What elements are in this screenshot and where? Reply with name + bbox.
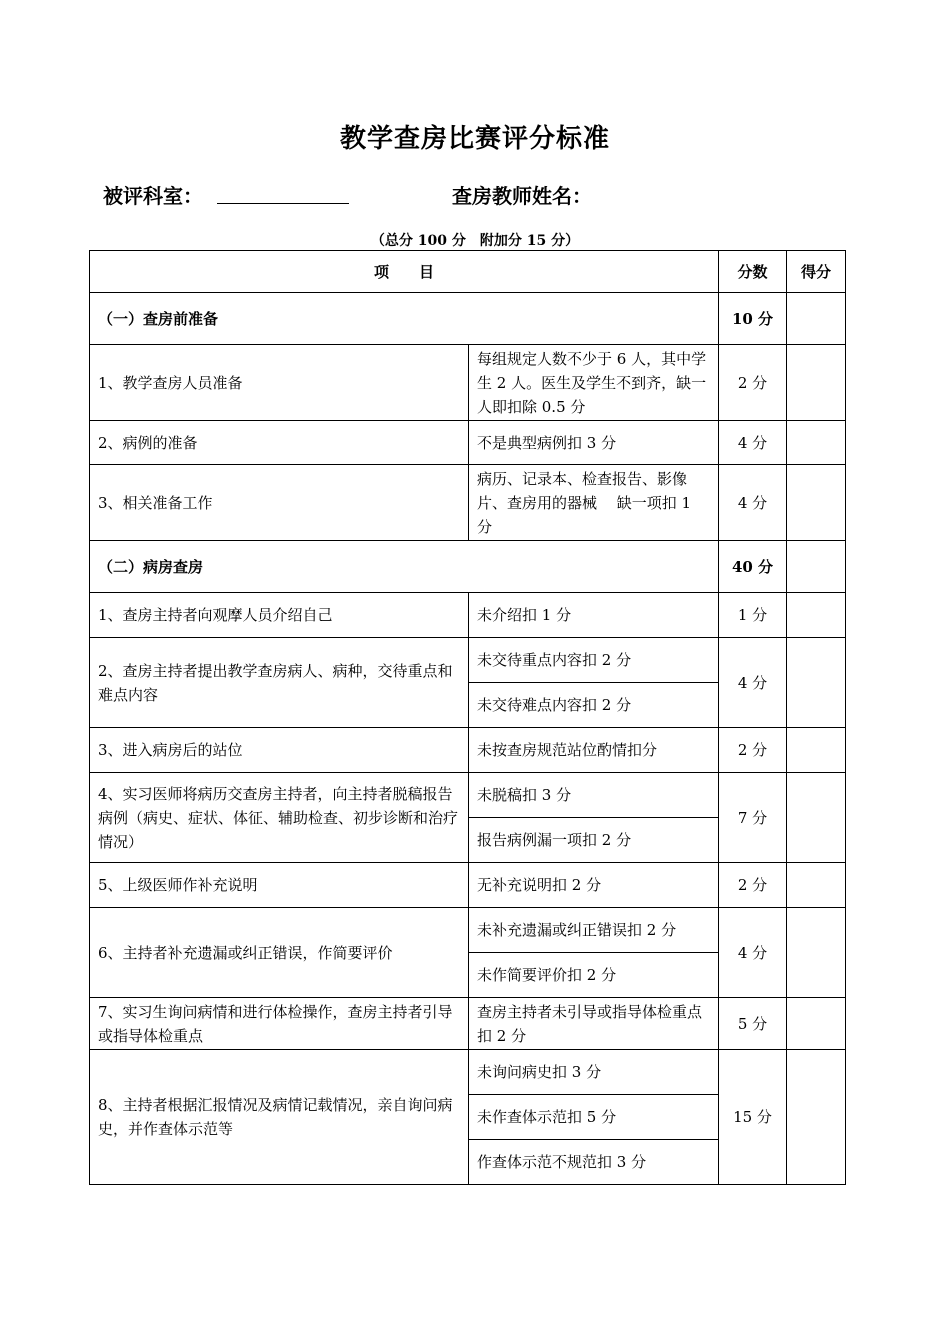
criteria-cell: 未作简要评价扣 2 分 [469, 953, 719, 998]
points-cell: 1 分 [719, 593, 787, 638]
points-cell: 5 分 [719, 998, 787, 1050]
criteria-cell: 每组规定人数不少于 6 人，其中学生 2 人。医生及学生不到齐，缺一人即扣除 0.5 分 [469, 345, 719, 421]
score-cell[interactable] [787, 1050, 846, 1185]
score-cell[interactable] [787, 728, 846, 773]
table-header-row [90, 251, 846, 293]
criteria-cell: 未交待难点内容扣 2 分 [469, 683, 719, 728]
criteria-cell: 不是典型病例扣 3 分 [469, 421, 719, 465]
header-item: 项 目 [90, 251, 719, 293]
item-cell: 8、主持者根据汇报情况及病情记载情况，亲自询问病史，并作查体示范等 [90, 1050, 469, 1185]
points-cell: 7 分 [719, 773, 787, 863]
table-row [90, 345, 846, 421]
item-cell: 6、主持者补充遗漏或纠正错误，作简要评价 [90, 908, 469, 998]
criteria-cell: 未按查房规范站位酌情扣分 [469, 728, 719, 773]
table-row [90, 728, 846, 773]
criteria-cell: 未补充遗漏或纠正错误扣 2 分 [469, 908, 719, 953]
table-row [90, 638, 846, 683]
item-cell: 3、进入病房后的站位 [90, 728, 469, 773]
section-title: （一）查房前准备 [90, 293, 719, 345]
points-cell: 4 分 [719, 638, 787, 728]
header-fields [0, 178, 950, 210]
department-label: 被评科室： [103, 184, 203, 208]
department-blank-line [217, 203, 349, 204]
criteria-cell: 未询问病史扣 3 分 [469, 1050, 719, 1095]
criteria-cell: 查房主持者未引导或指导体检重点扣 2 分 [469, 998, 719, 1050]
item-cell: 2、病例的准备 [90, 421, 469, 465]
section-points: 10 分 [719, 293, 787, 345]
points-cell: 4 分 [719, 421, 787, 465]
table-row [90, 773, 846, 818]
criteria-cell: 未交待重点内容扣 2 分 [469, 638, 719, 683]
criteria-cell: 病历、记录本、检查报告、影像片、查房用的器械 缺一项扣 1 分 [469, 465, 719, 541]
criteria-cell: 作查体示范不规范扣 3 分 [469, 1140, 719, 1185]
header-points: 分数 [719, 251, 787, 293]
item-cell: 1、教学查房人员准备 [90, 345, 469, 421]
table-row [90, 593, 846, 638]
table-row [90, 465, 846, 541]
score-cell[interactable] [787, 345, 846, 421]
criteria-cell: 未脱稿扣 3 分 [469, 773, 719, 818]
points-cell: 15 分 [719, 1050, 787, 1185]
points-cell: 2 分 [719, 728, 787, 773]
score-cell[interactable] [787, 863, 846, 908]
points-cell: 2 分 [719, 345, 787, 421]
section-title: （二）病房查房 [90, 541, 719, 593]
header-score: 得分 [787, 251, 846, 293]
score-cell[interactable] [787, 998, 846, 1050]
score-cell[interactable] [787, 421, 846, 465]
criteria-cell: 无补充说明扣 2 分 [469, 863, 719, 908]
score-note: （总分 100 分 附加分 15 分） [370, 233, 580, 249]
section-row [90, 293, 846, 345]
points-cell: 4 分 [719, 465, 787, 541]
score-cell[interactable] [787, 465, 846, 541]
criteria-cell: 未作查体示范扣 5 分 [469, 1095, 719, 1140]
points-cell: 2 分 [719, 863, 787, 908]
table-row [90, 421, 846, 465]
scoring-table [89, 250, 846, 1185]
score-cell[interactable] [787, 773, 846, 863]
criteria-cell: 报告病例漏一项扣 2 分 [469, 818, 719, 863]
item-cell: 1、查房主持者向观摩人员介绍自己 [90, 593, 469, 638]
score-cell[interactable] [787, 638, 846, 728]
score-cell[interactable] [787, 908, 846, 998]
section-row [90, 541, 846, 593]
item-cell: 4、实习医师将病历交查房主持者，向主持者脱稿报告病例（病史、症状、体征、辅助检查、初步诊断和治疗情况） [90, 773, 469, 863]
score-cell[interactable] [787, 293, 846, 345]
criteria-cell: 未介绍扣 1 分 [469, 593, 719, 638]
score-cell[interactable] [787, 593, 846, 638]
table-row [90, 998, 846, 1050]
item-cell: 7、实习生询问病情和进行体检操作，查房主持者引导或指导体检重点 [90, 998, 469, 1050]
item-cell: 3、相关准备工作 [90, 465, 469, 541]
page-title: 教学查房比赛评分标准 [339, 124, 610, 154]
table-row [90, 863, 846, 908]
table-row [90, 908, 846, 953]
points-cell: 4 分 [719, 908, 787, 998]
item-cell: 5、上级医师作补充说明 [90, 863, 469, 908]
score-cell[interactable] [787, 541, 846, 593]
item-cell: 2、查房主持者提出教学查房病人、病种，交待重点和难点内容 [90, 638, 469, 728]
section-points: 40 分 [719, 541, 787, 593]
table-row [90, 1050, 846, 1095]
teacher-name-label: 查房教师姓名： [452, 184, 592, 208]
